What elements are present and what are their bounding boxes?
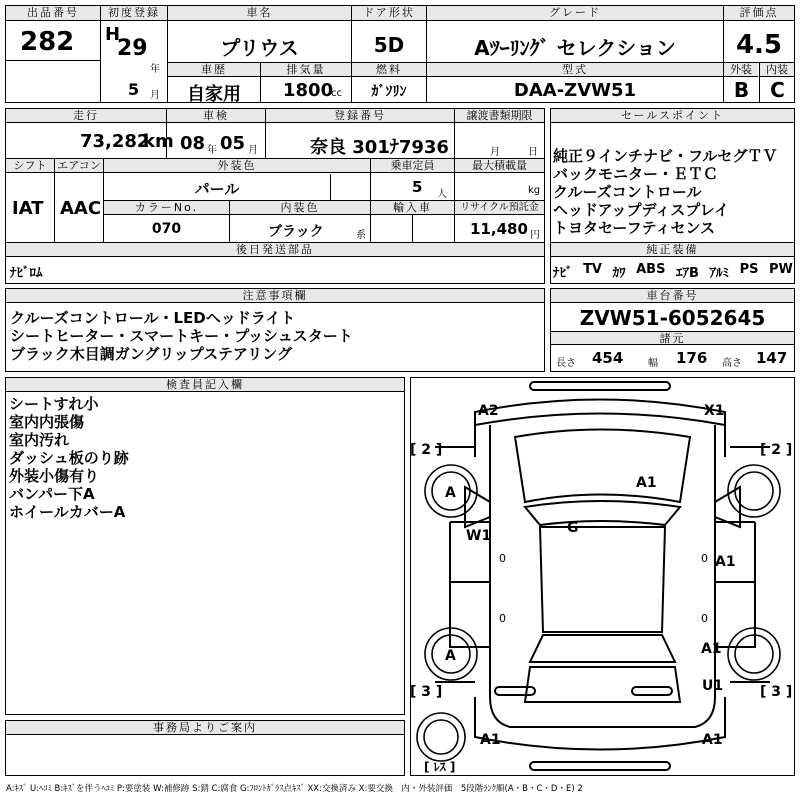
later-parts-value: ﾅﾋﾞﾛﾑ [10,266,43,281]
chassis-label: 車台番号 [551,289,794,303]
transfer-label: 譲渡書類期限 [455,109,544,123]
ext-color-value: パール [194,180,240,198]
office-label: 事務局よりご案内 [6,721,404,735]
spare-mark: [ ﾚｽ ] [424,760,456,774]
ac-value: AAC [60,198,102,219]
mileage-label: 走行 [6,109,166,123]
sales-point-item: トヨタセーフティセンス [553,219,716,237]
recycle-value: 11,480 [470,220,528,238]
equipment-item: ｶﾜ [612,266,626,281]
mark-hood: A1 [636,475,657,491]
chassis-number: ZVW51-6052645 [579,306,766,330]
zero-left-2: 0 [499,612,506,625]
sales-points-list [553,147,793,237]
int-color-unit: 系 [356,230,366,241]
mark-rear-right-bumper: A1 [702,732,723,748]
shift-label: シフト [6,159,54,173]
length-label: 長さ [556,358,576,369]
ac-label: エアコン [55,159,103,173]
inspector-item: ダッシュ板のり跡 [9,449,129,467]
later-parts-label: 後日発送部品 [6,243,544,257]
depth-fr: [ 2 ] [760,442,793,458]
zero-right-2: 0 [701,612,708,625]
insp-month-unit: 月 [248,145,258,156]
sales-point-item: ヘッドアップディスプレイ [553,201,729,219]
note-item: ブラック木目調ガングリップステアリング [10,345,293,363]
mileage-unit: km [143,131,174,152]
width-label: 幅 [648,358,658,369]
model-label: 型式 [427,63,723,77]
recycle-label: リサイクル預託金 [455,201,544,215]
reg-year-unit: 年 [150,64,160,75]
genuine-equipment-list [553,262,793,281]
sales-point-item: クルーズコントロール [553,183,702,201]
reg-month-unit: 月 [150,90,160,101]
notes-list [10,309,540,363]
mark-right-quarter: U1 [702,678,724,694]
displacement-value: 1800 [283,80,334,101]
color-no-label: カラーNo. [104,201,229,215]
equipment-item: ABS [636,262,666,277]
lot-number: 282 [20,27,75,57]
mark-rear-left-bumper: A1 [480,732,501,748]
history-value: 自家用 [187,84,241,105]
model-value: DAA-ZVW51 [513,80,637,101]
grade-value: Aﾂｰﾘﾝｸﾞ セレクション [474,36,676,60]
inspector-list [9,395,399,521]
mark-rear-right: A1 [701,641,722,657]
depth-rr: [ 3 ] [760,684,793,700]
height-value: 147 [756,349,788,367]
displacement-label: 排気量 [261,63,351,77]
car-name: プリウス [220,36,299,60]
mark-tire-rl: A [445,648,456,664]
fuel-value: ｶﾞｿﾘﾝ [371,84,407,100]
sales-point-item: バックモニター・ＥＴＣ [553,165,719,183]
score-value: 4.5 [735,30,783,60]
ext-grade-label: 外装 [724,63,758,77]
equipment-item: ｱﾙﾐ [709,266,730,281]
mark-roof: G [567,520,579,536]
transfer-day: 日 [528,147,538,158]
inspection-label: 車検 [167,109,265,123]
transfer-month: 月 [490,147,500,158]
int-color-value: ブラック [268,224,324,240]
length-value: 454 [592,349,624,367]
mark-left-door: W1 [466,528,492,544]
insp-year-unit: 年 [207,145,217,156]
int-grade-value: C [770,78,785,102]
load-label: 最大積載量 [455,159,544,173]
door-value: 5D [373,33,405,57]
equipment-item: PS [739,262,759,277]
sales-point-item: 純正９インチナビ・フルセグＴＶ [553,147,778,165]
equipment-item: ｴｱB [676,266,699,281]
inspector-item: 室内内張傷 [9,413,85,431]
load-unit: kg [528,185,541,196]
equipment-item: TV [583,262,602,277]
recycle-unit: 円 [530,230,540,241]
equipment-item: PW [769,262,793,277]
depth-fl: [ 2 ] [410,442,443,458]
note-item: クルーズコントロール・LEDヘッドライト [10,309,296,327]
height-label: 高さ [722,358,742,369]
fuel-label: 燃料 [352,63,426,77]
inspector-item: 室内汚れ [9,431,70,449]
inspector-item: ホイールカバーA [9,503,126,521]
ext-color-label: 外装色 [104,159,370,173]
mark-tire-fl: A [445,485,456,501]
score-label: 評価点 [724,6,794,21]
mileage-value: 73,282 [80,131,150,152]
insp-year: 08 [180,133,206,154]
capacity-unit: 人 [437,189,447,200]
depth-rl: [ 3 ] [410,684,443,700]
door-label: ドア形状 [352,6,426,21]
color-no-value: 070 [151,221,182,237]
first-reg-label: 初度登録 [101,6,167,21]
notes-label: 注意事項欄 [6,289,544,303]
zero-left-1: 0 [499,552,506,565]
capacity-value: 5 [412,178,423,196]
mark-front-left: A2 [478,403,499,419]
ext-grade-value: B [733,78,750,102]
import-label: 輸入車 [371,201,454,215]
reg-number-label: 登録番号 [266,109,454,123]
int-grade-label: 内装 [760,63,794,77]
dims-label: 諸元 [551,332,794,345]
era: H [105,24,121,45]
mark-front-right: X1 [704,403,725,419]
inspector-item: シートすれ小 [9,395,99,413]
shift-value: IAT [12,198,44,219]
equipment-item: ﾅﾋﾞ [553,266,573,281]
reg-month: 5 [128,80,140,99]
legend: A:ｷｽﾞ U:ﾍｺﾐ B:ｷｽﾞを伴うﾍｺﾐ P:要塗装 W:補修跡 S:錆 C:腐食 G:ﾌﾛﾝﾄｶﾞﾗｽ点ｷｽﾞ XX:交換済み X:要交換 内・外装評価 5段階ﾗﾝｸ順(A・B・C・D・E) 2 [6,784,583,794]
inspector-item: バンパー下A [9,485,95,503]
inspector-label: 検査員記入欄 [6,378,404,392]
inspector-item: 外装小傷有り [9,467,100,485]
capacity-label: 乗車定員 [371,159,454,173]
zero-right-1: 0 [701,552,708,565]
lot-label: 出品番号 [6,6,100,21]
reg-year: 29 [117,36,148,61]
genuine-equipment-label: 純正装備 [551,243,794,257]
history-label: 車歴 [168,63,260,77]
car-outline [410,377,795,776]
width-value: 176 [676,349,708,367]
reg-number-value: 奈良 301ﾅ7936 [310,137,449,158]
int-color-label: 内装色 [230,201,370,215]
grade-label: グレード [427,6,723,21]
note-item: シートヒーター・スマートキー・プッシュスタート [10,327,353,345]
displacement-unit: cc [331,88,342,99]
name-label: 車名 [168,6,351,21]
insp-month: 05 [220,133,246,154]
mark-right-door: A1 [715,554,736,570]
sales-points-label: セールスポイント [551,109,794,123]
